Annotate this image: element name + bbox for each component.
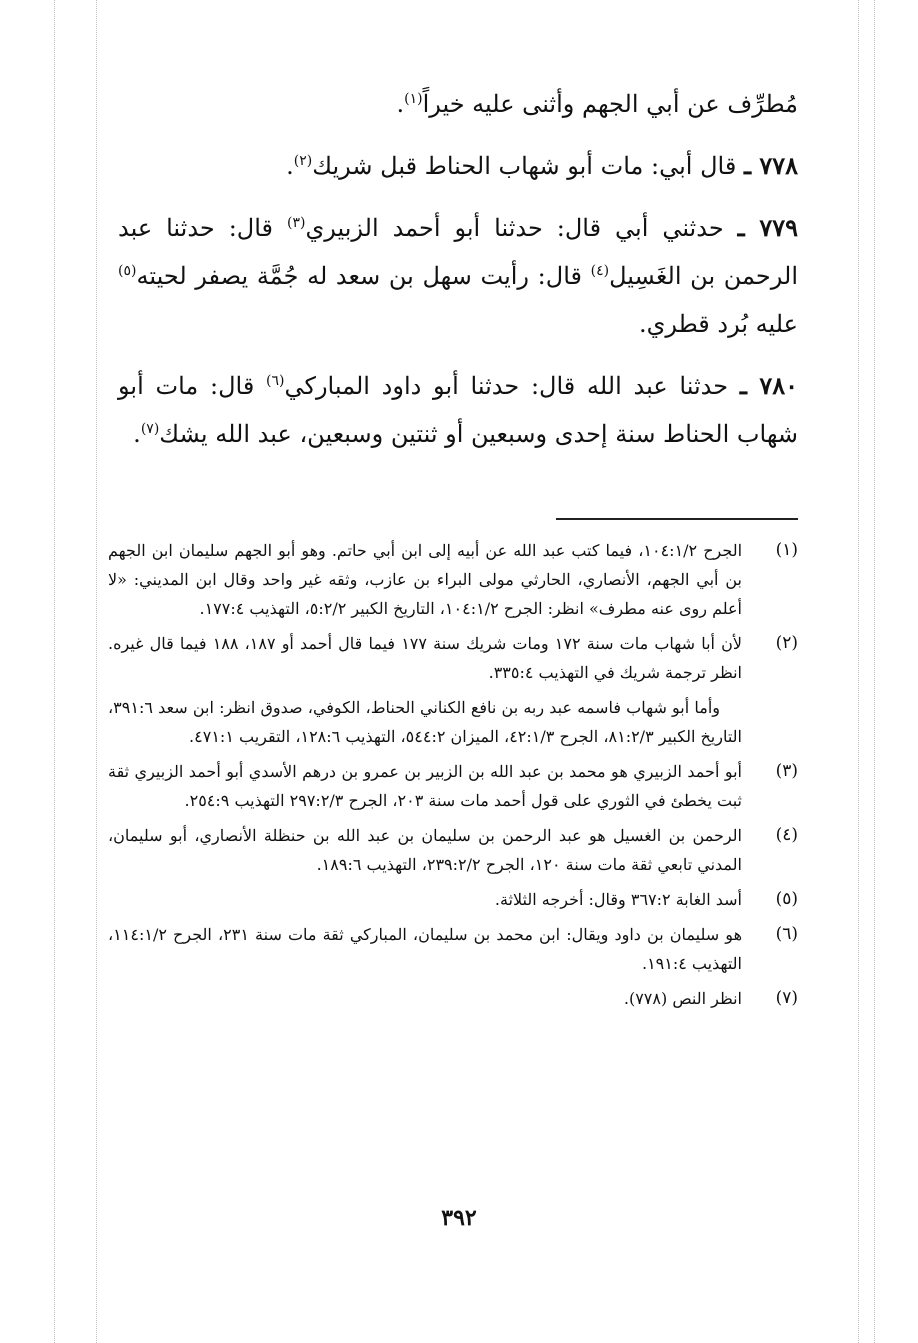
footnotes bbox=[108, 536, 798, 1019]
paragraph-text: عليه بُرد قطري. bbox=[638, 310, 798, 338]
paragraph-778 bbox=[118, 142, 798, 190]
paragraph-text: حدثني أبي قال: حدثنا أبو أحمد الزبيري bbox=[305, 214, 724, 242]
paragraph-number: ٧٨٠ ـ bbox=[739, 371, 799, 400]
footnote-divider bbox=[556, 518, 798, 520]
footnote-number: (٤) bbox=[775, 825, 798, 845]
footnote-ref[interactable]: (٢) bbox=[293, 153, 313, 169]
footnote-text: الرحمن بن الغسيل هو عبد الرحمن بن سليمان بن عبد الله بن حنظلة الأنصاري، أبو سليمان، المدني تابعي ثقة مات سنة ١٢٠، الجرح ٢٣٩:٢/٢، التهذيب ١٨٩:٦. bbox=[108, 826, 742, 874]
paragraph-text: قال: حدثنا عبد الرحمن بن الغَسِيل bbox=[118, 214, 798, 290]
footnote-ref[interactable]: (٦) bbox=[266, 373, 285, 389]
paragraph-tail: . bbox=[396, 90, 405, 118]
paragraph-text: قال: رأيت سهل بن سعد له جُمَّة يصفر لحيته bbox=[136, 262, 582, 290]
footnote-3 bbox=[108, 757, 798, 815]
footnote-text: أسد الغابة ٣٦٧:٢ وقال: أخرجه الثلاثة. bbox=[494, 890, 742, 909]
footnote-1 bbox=[108, 536, 798, 623]
footnote-number: (٧) bbox=[775, 988, 798, 1008]
paragraph-780 bbox=[118, 362, 798, 458]
paragraph-tail: . bbox=[133, 420, 141, 448]
paragraph-number: ٧٧٨ ـ bbox=[743, 151, 798, 180]
footnote-text: الجرح ١٠٤:١/٢، فيما كتب عبد الله عن أبيه إلى ابن أبي حاتم. وهو أبو الجهم سليمان ابن الجهم بن أبي الجهم، الأنصاري، الحارثي مولى البراء بن عازب، وثقه غير واحد وقال ابن المديني: «لا أعلم روى عنه مطرف» انظر: الجرح ١٠٤:١/٢، التاريخ الكبير ٥:٢/٢، التهذيب ١٧٧:٤. bbox=[108, 541, 743, 618]
paragraph-779 bbox=[118, 204, 798, 348]
footnote-ref[interactable]: (١) bbox=[404, 91, 423, 107]
footnote-text: لأن أبا شهاب مات سنة ١٧٢ ومات شريك سنة ١٧٧ فيما قال أحمد أو ١٨٧، ١٨٨ فيما قال غيره. انظر ترجمة شريك في التهذيب ٣٣٥:٤. bbox=[108, 634, 742, 682]
paragraph-text: قال أبي: مات أبو شهاب الحناط قبل شريك bbox=[312, 152, 737, 180]
footnote-number: (٦) bbox=[775, 924, 798, 944]
footnote-4 bbox=[108, 821, 798, 879]
footnote-ref[interactable]: (٣) bbox=[286, 215, 306, 231]
paragraph-tail: . bbox=[286, 152, 294, 180]
paragraph-text: قال: مات أبو شهاب الحناط سنة إحدى وسبعين أو ثنتين وسبعين، عبد الله يشك bbox=[118, 372, 798, 448]
footnote-6 bbox=[108, 920, 798, 978]
paragraph-text: حدثنا عبد الله قال: حدثنا أبو داود المباركي bbox=[284, 372, 729, 400]
paragraph-0 bbox=[118, 80, 798, 128]
main-text bbox=[118, 80, 798, 472]
paragraph-text: مُطرِّف عن أبي الجهم وأثنى عليه خيراً bbox=[422, 90, 798, 118]
footnote-5 bbox=[108, 885, 798, 914]
footnote-7 bbox=[108, 984, 798, 1013]
footnote-text: وأما أبو شهاب فاسمه عبد ربه بن نافع الكناني الحناط، الكوفي، صدوق انظر: ابن سعد ٣٩١:٦، التاريخ الكبير ٨١:٢/٣، الجرح ٤٢:١/٣، الميزان ٥٤٤:٢، التهذيب ١٢٨:٦، التقريب ٤٧١:١. bbox=[108, 698, 742, 746]
footnote-text: هو سليمان بن داود ويقال: ابن محمد بن سليمان، المباركي ثقة مات سنة ٢٣١، الجرح ١١٤:١/٢، التهذيب ١٩١:٤. bbox=[108, 925, 743, 973]
footnote-2 bbox=[108, 629, 798, 751]
footnote-number: (١) bbox=[775, 540, 798, 560]
footnote-number: (٥) bbox=[775, 889, 798, 909]
footnote-text: أبو أحمد الزبيري هو محمد بن عبد الله بن الزبير بن عمرو بن درهم الأسدي أبو أحمد الزبيري ثقة ثبت يخطئ في الثوري على قول أحمد مات سنة ٢٠٣، الجرح ٢٩٧:٢/٣ التهذيب ٢٥٤:٩. bbox=[108, 762, 742, 810]
footnote-ref[interactable]: (٤) bbox=[590, 263, 610, 279]
footnote-number: (٣) bbox=[775, 761, 798, 781]
footnote-text: انظر النص (٧٧٨). bbox=[623, 989, 742, 1008]
footnote-number: (٢) bbox=[775, 633, 798, 653]
paragraph-number: ٧٧٩ ـ bbox=[737, 213, 799, 242]
footnote-ref[interactable]: (٥) bbox=[118, 263, 137, 279]
footnote-ref[interactable]: (٧) bbox=[140, 421, 160, 437]
page-number: ٣٩٢ bbox=[441, 1205, 477, 1231]
